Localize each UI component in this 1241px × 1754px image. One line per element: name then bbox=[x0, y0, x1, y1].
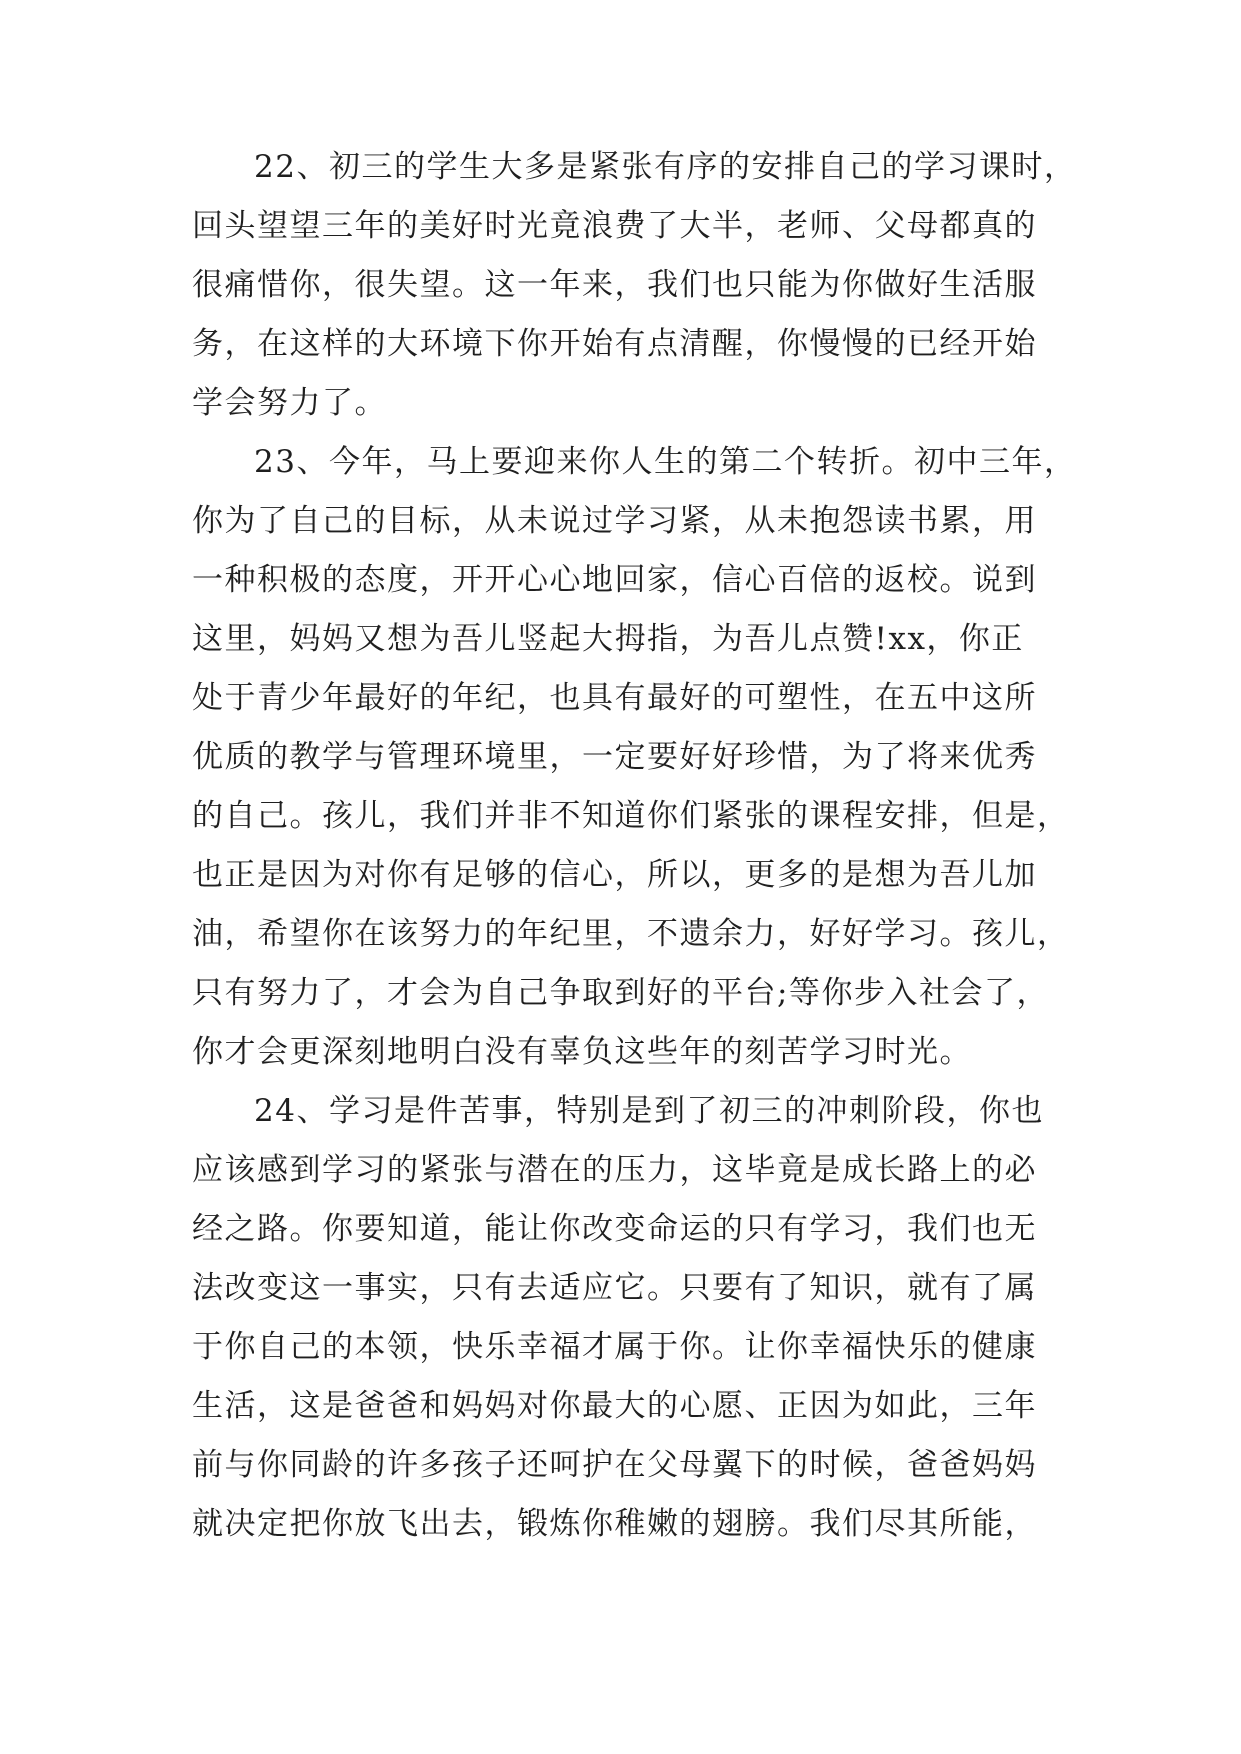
document-body bbox=[192, 138, 1077, 1554]
paragraph-line: 油，希望你在该努力的年纪里，不遗余力，好好学习。孩儿， bbox=[192, 916, 1070, 952]
paragraph-line: 24、学习是件苦事，特别是到了初三的冲刺阶段，你也 bbox=[254, 1093, 1044, 1129]
paragraph-line: 应该感到学习的紧张与潜在的压力，这毕竟是成长路上的必 bbox=[192, 1152, 1037, 1188]
paragraph-line: 法改变这一事实，只有去适应它。只要有了知识，就有了属 bbox=[192, 1270, 1037, 1306]
paragraph-line: 处于青少年最好的年纪，也具有最好的可塑性，在五中这所 bbox=[192, 680, 1037, 716]
paragraph-line: 23、今年，马上要迎来你人生的第二个转折。初中三年， bbox=[254, 444, 1077, 480]
paragraph-line: 很痛惜你，很失望。这一年来，我们也只能为你做好生活服 bbox=[192, 267, 1037, 303]
paragraph-line: 就决定把你放飞出去，锻炼你稚嫩的翅膀。我们尽其所能， bbox=[192, 1506, 1037, 1542]
paragraph-line: 优质的教学与管理环境里，一定要好好珍惜，为了将来优秀 bbox=[192, 739, 1037, 775]
paragraph-22 bbox=[192, 138, 1077, 433]
paragraph-line: 务，在这样的大环境下你开始有点清醒，你慢慢的已经开始 bbox=[192, 326, 1037, 362]
paragraph-23 bbox=[192, 433, 1077, 1082]
paragraph-line: 于你自己的本领，快乐幸福才属于你。让你幸福快乐的健康 bbox=[192, 1329, 1037, 1365]
paragraph-line: 的自己。孩儿，我们并非不知道你们紧张的课程安排，但是， bbox=[192, 798, 1070, 834]
paragraph-line: 回头望望三年的美好时光竟浪费了大半，老师、父母都真的 bbox=[192, 208, 1037, 244]
paragraph-line: 这里，妈妈又想为吾儿竖起大拇指，为吾儿点赞!xx，你正 bbox=[192, 621, 1024, 657]
paragraph-line: 前与你同龄的许多孩子还呵护在父母翼下的时候，爸爸妈妈 bbox=[192, 1447, 1037, 1483]
paragraph-line: 一种积极的态度，开开心心地回家，信心百倍的返校。说到 bbox=[192, 562, 1037, 598]
paragraph-line: 只有努力了，才会为自己争取到好的平台;等你步入社会了， bbox=[192, 975, 1049, 1011]
paragraph-24 bbox=[192, 1082, 1072, 1554]
paragraph-line: 22、初三的学生大多是紧张有序的安排自己的学习课时， bbox=[254, 149, 1077, 185]
paragraph-line: 学会努力了。 bbox=[192, 385, 387, 421]
paragraph-line: 经之路。你要知道，能让你改变命运的只有学习，我们也无 bbox=[192, 1211, 1037, 1247]
paragraph-line: 生活，这是爸爸和妈妈对你最大的心愿、正因为如此，三年 bbox=[192, 1388, 1037, 1424]
paragraph-line: 你为了自己的目标，从未说过学习紧，从未抱怨读书累，用 bbox=[192, 503, 1037, 539]
paragraph-line: 也正是因为对你有足够的信心，所以，更多的是想为吾儿加 bbox=[192, 857, 1037, 893]
paragraph-line: 你才会更深刻地明白没有辜负这些年的刻苦学习时光。 bbox=[192, 1034, 972, 1070]
